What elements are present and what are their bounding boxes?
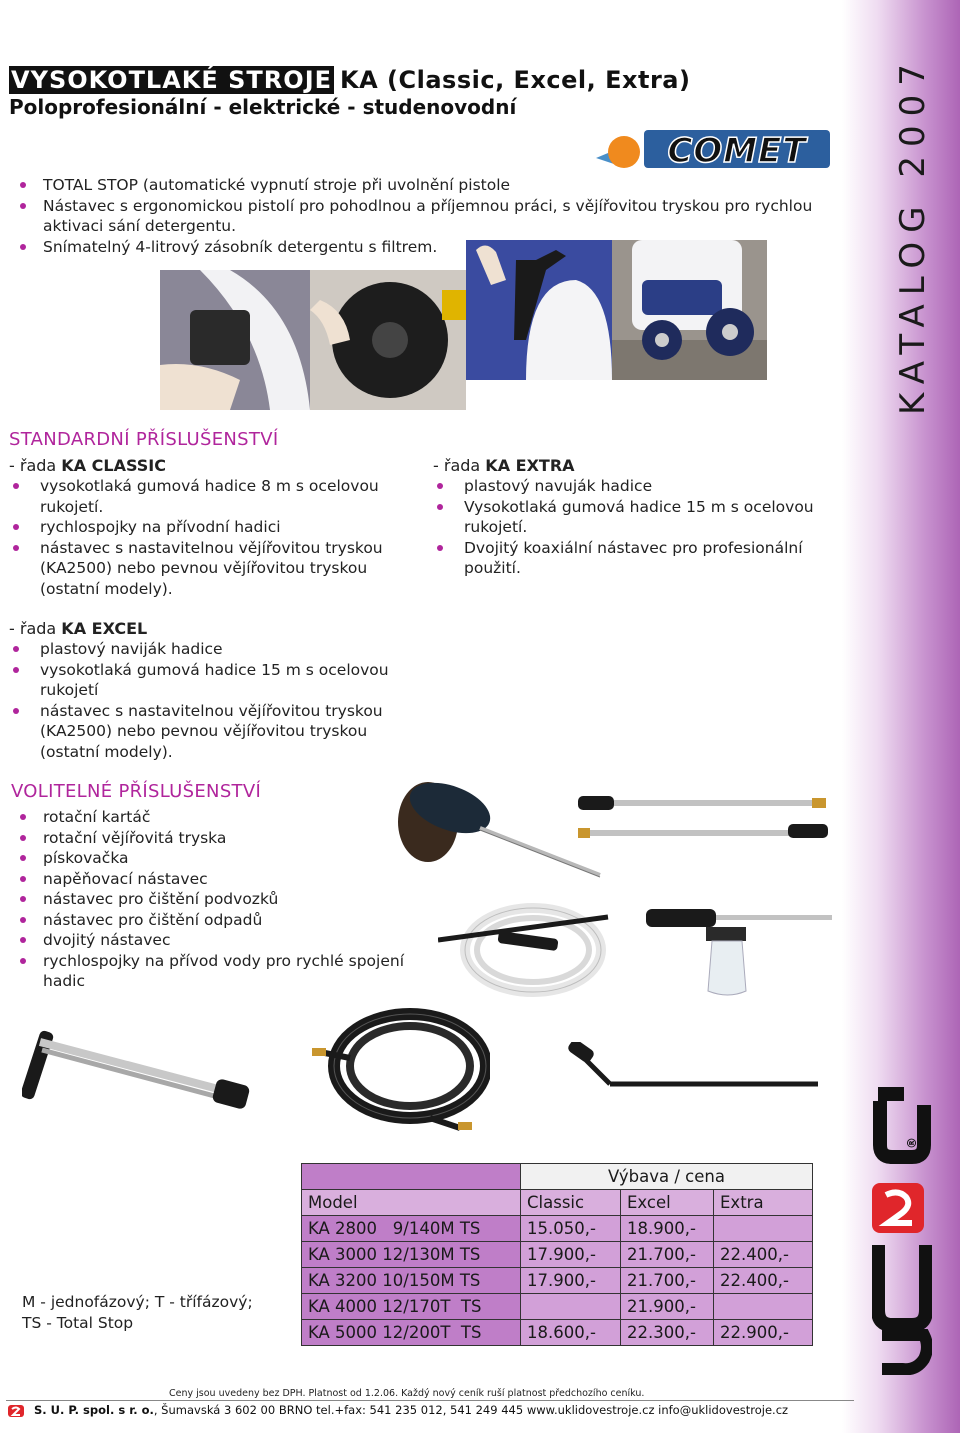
- list-item: rychlospojky na přívod vody pro rychlé spojení hadic: [9, 951, 419, 992]
- model-cell: KA 3000 12/130M TS: [302, 1242, 521, 1268]
- list-item: rotační vějířovitá tryska: [9, 828, 419, 849]
- price-cell: 21.700,-: [621, 1242, 714, 1268]
- legend-phase: M - jednofázový; T - třífázový;: [22, 1293, 253, 1311]
- price-cell: 15.050,-: [521, 1216, 621, 1242]
- legend: [22, 1292, 253, 1333]
- column-header-classic: Classic: [521, 1190, 621, 1216]
- price-cell: [714, 1294, 813, 1320]
- price-cell: 22.900,-: [714, 1320, 813, 1346]
- detergent-tank-photo: [160, 270, 466, 410]
- series-name: KA EXCEL: [61, 619, 148, 638]
- standard-accessories-heading: STANDARDNÍ PŘÍSLUŠENSTVÍ: [9, 429, 279, 450]
- group-title: - řada KA CLASSIC: [9, 456, 166, 475]
- column-header-extra: Extra: [714, 1190, 813, 1216]
- column-header-excel: Excel: [621, 1190, 714, 1216]
- list-item: TOTAL STOP (automatické vypnutí stroje při uvolnění pistole: [9, 175, 844, 196]
- comet-logo-text: COMET: [667, 131, 807, 171]
- table-group-header: Výbava / cena: [521, 1164, 813, 1190]
- table-row: [302, 1242, 813, 1268]
- list-item: napěňovací nástavec: [9, 869, 419, 890]
- price-note: Ceny jsou uvedeny bez DPH. Platnost od 1.2.06. Každý nový ceník ruší platnost předchozího ceníku.: [169, 1388, 645, 1399]
- catalog-year-label: KATALOG 2007: [893, 55, 933, 415]
- footer-company: S. U. P. spol. s r. o.: [34, 1403, 154, 1417]
- price-cell: [521, 1294, 621, 1320]
- nozzle-lance-image: [578, 790, 830, 850]
- list-item: Nástavec s ergonomickou pistolí pro pohodlnou a příjemnou práci, s vějířovitou tryskou pro rychlou aktivaci sání detergentu.: [9, 196, 844, 237]
- classic-group: [9, 456, 404, 599]
- optional-list: [9, 807, 419, 992]
- list-item: vysokotlaká gumová hadice 8 m s ocelovou rukojetí.: [9, 476, 404, 517]
- model-cell: KA 5000 12/200T TS: [302, 1320, 521, 1346]
- price-cell: 18.900,-: [621, 1216, 714, 1242]
- model-cell: KA 3200 10/150M TS: [302, 1268, 521, 1294]
- footer: [6, 1403, 788, 1418]
- list-item: Snímatelný 4-litrový zásobník detergentu s filtrem.: [9, 237, 844, 258]
- hose-coil-image: [310, 1008, 490, 1133]
- table-corner: [302, 1164, 521, 1190]
- title-highlight: VYSOKOTLAKÉ STROJE: [11, 66, 333, 94]
- excel-group: [9, 619, 414, 762]
- list-item: nástavec s nastavitelnou vějířovitou tryskou (KA2500) nebo pevnou vějířovitou tryskou (ostatní modely).: [9, 538, 404, 600]
- sup-mini-logo-icon: [6, 1404, 26, 1418]
- registered-mark: ®: [905, 1137, 919, 1149]
- title-models: KA (Classic, Excel, Extra): [340, 66, 691, 94]
- price-cell: 21.900,-: [621, 1294, 714, 1320]
- page-title: [9, 66, 690, 94]
- price-cell: [714, 1216, 813, 1242]
- optional-accessories-heading: VOLITELNÉ PŘÍSLUŠENSTVÍ: [11, 781, 262, 802]
- table-row: [302, 1216, 813, 1242]
- table-row: [302, 1320, 813, 1346]
- rotary-brush-image: [390, 780, 605, 880]
- sandblasting-kit-image: [438, 895, 610, 1005]
- spray-gun-photo: [466, 240, 612, 380]
- price-cell: 22.400,-: [714, 1242, 813, 1268]
- model-cell: KA 2800 9/140M TS: [302, 1216, 521, 1242]
- list-item: pískovačka: [9, 848, 419, 869]
- footer-divider: [6, 1400, 854, 1401]
- list-item: Dvojitý koaxiální nástavec pro profesionální použití.: [433, 538, 838, 579]
- group-title: - řada KA EXCEL: [9, 619, 148, 638]
- list-item: nástavec pro čištění odpadů: [9, 910, 419, 931]
- foam-lance-image: [646, 905, 836, 1000]
- price-cell: 17.900,-: [521, 1242, 621, 1268]
- list-item: plastový navuják hadice: [433, 476, 838, 497]
- price-cell: 21.700,-: [621, 1268, 714, 1294]
- column-header-model: Model: [302, 1190, 521, 1216]
- list-item: nástavec s nastavitelnou vějířovitou tryskou (KA2500) nebo pevnou vějířovitou tryskou (ostatní modely).: [9, 701, 414, 763]
- price-cell: 22.300,-: [621, 1320, 714, 1346]
- extra-group: [433, 456, 838, 579]
- comet-logo: [596, 124, 832, 172]
- price-cell: 17.900,-: [521, 1268, 621, 1294]
- series-name: KA EXTRA: [485, 456, 575, 475]
- list-item: nástavec pro čištění podvozků: [9, 889, 419, 910]
- price-table: [301, 1163, 813, 1346]
- price-cell: 18.600,-: [521, 1320, 621, 1346]
- page-subtitle: Poloprofesionální - elektrické - studenovodní: [9, 95, 517, 119]
- machine-photo: [612, 240, 767, 380]
- list-item: vysokotlaká gumová hadice 15 m s ocelovou rukojetí: [9, 660, 414, 701]
- table-row: [302, 1294, 813, 1320]
- model-cell: KA 4000 12/170T TS: [302, 1294, 521, 1320]
- dual-lance-image: [22, 1028, 250, 1113]
- table-row: [302, 1268, 813, 1294]
- list-item: rotační kartáč: [9, 807, 419, 828]
- price-cell: 22.400,-: [714, 1268, 813, 1294]
- list-item: Vysokotlaká gumová hadice 15 m s ocelovou rukojetí.: [433, 497, 838, 538]
- underbody-lance-image: [568, 1042, 822, 1094]
- list-item: rychlospojky na přívodní hadici: [9, 517, 404, 538]
- footer-contact: , Šumavská 3 602 00 BRNO tel.+fax: 541 235 012, 541 249 445 www.uklidovestroje.cz info@uklidovestroje.cz: [153, 1403, 789, 1417]
- series-name: KA CLASSIC: [61, 456, 166, 475]
- group-title: - řada KA EXTRA: [433, 456, 575, 475]
- legend-total-stop: TS - Total Stop: [22, 1313, 134, 1332]
- list-item: dvojitý nástavec: [9, 930, 419, 951]
- list-item: plastový naviják hadice: [9, 639, 414, 660]
- sup-logo: [872, 1085, 932, 1375]
